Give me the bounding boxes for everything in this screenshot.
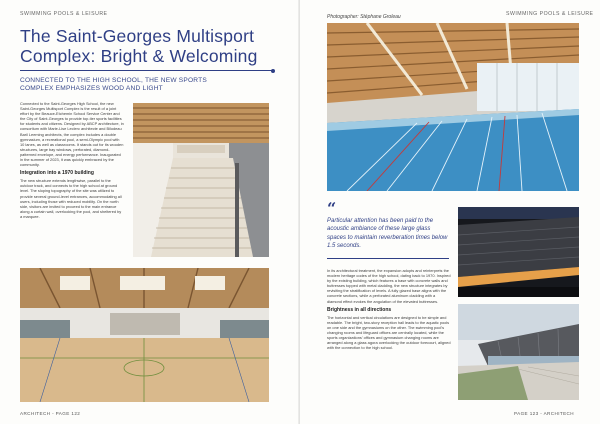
page-footer-right: PAGE 123 - ARCHITECH bbox=[514, 411, 574, 416]
title-divider bbox=[20, 70, 272, 71]
pull-quote-text: Particular attention has been paid to the acoustic ambiance of these large glass spaces to maintain reverberation times below 1.5 seconds. bbox=[327, 218, 448, 249]
body-column-left bbox=[20, 101, 124, 221]
pool-photo bbox=[327, 23, 579, 191]
pull-quote bbox=[327, 199, 449, 250]
quote-divider bbox=[327, 258, 449, 259]
exterior-plaza-photo bbox=[458, 304, 579, 400]
exterior-facade-photo bbox=[458, 207, 579, 297]
gymnasium-photo bbox=[20, 268, 269, 402]
staircase-photo bbox=[133, 103, 269, 257]
right-page bbox=[300, 0, 600, 424]
article-subhead: CONNECTED TO THE HIGH SCHOOL, THE NEW SPORTS COMPLEX EMPHASIZES WOOD AND LIGHT bbox=[20, 77, 207, 93]
article-title: The Saint-Georges Multisport Complex: Bright & Welcoming bbox=[20, 26, 258, 66]
body-column-right bbox=[327, 268, 451, 352]
section-paragraph: The new structure extends lengthwise, parallel to the outdoor track, and connects to the high school at ground level. The sloping topography of the site was utilized to provide several ground-level entrances, accommodating all users, including those with reduced mobility. On the north side, visitors are invited to proceed to the main entrance along a curtain wall, overlooking the pool, and sheltered by a marquee. bbox=[20, 178, 122, 219]
intro-paragraph: Connected to the Saint-Georges High School, the new Saint-Georges Multisport Complex is the result of a joint effort by the Beauce-Etchemin School Service Center and the City of Saint-Georges to provide top-tier sports facilities for students and citizens. Designed by ABCP architecture, in consortium with Marie-Lise Leclerc architecte and Bilodeau Baril Leeming architects, the complex includes a double gymnasium, a recreational pool, a semi-Olympic pool with 10 lanes, as well as classrooms. It stands out for its wooden structures, large bay windows, perforated, diamond-patterned envelope, and energy performance. Inaugurated in the summer of 2023, it was quickly embraced by the community. bbox=[20, 101, 124, 168]
body-paragraph: In its architectural treatment, the expansion adopts and reinterprets the modern heritage codes of the high school, dating back to 1970. Inspired by the existing building, which features a base with concrete walls and buttresses topped with metal cladding, the new structure integrates by revisiting the stratification of levels. A fully glazed base aligns with the concrete sections, while a perforated aluminum cladding with a diamond effect evokes the angulation of the elevated buttresses. bbox=[327, 268, 451, 304]
section-tag: SWIMMING POOLS & LEISURE bbox=[20, 11, 108, 17]
section-tag: SWIMMING POOLS & LEISURE bbox=[506, 11, 594, 17]
photo-credit: Photographer: Stéphane Groleau bbox=[327, 14, 401, 20]
page-footer-left: ARCHITECH - PAGE 122 bbox=[20, 411, 81, 416]
quote-mark-icon: “ bbox=[327, 199, 337, 218]
section-heading: Brightness in all directions bbox=[327, 306, 392, 313]
section-heading: Integration into a 1970 building bbox=[20, 170, 94, 177]
section-paragraph: The horizontal and vertical circulations are designed to be simple and readable. The bright, two-story reception hall leads to the aquatic pools on one side and the gymnasiums on the other. The swimming pool's changing rooms and lifeguard offices are centrally located, while the sports organizations' offices and gymnasium changing rooms are arranged along a glass agora overlooking the outdoor forecourt, aligned with the connection to the high school. bbox=[327, 314, 451, 351]
